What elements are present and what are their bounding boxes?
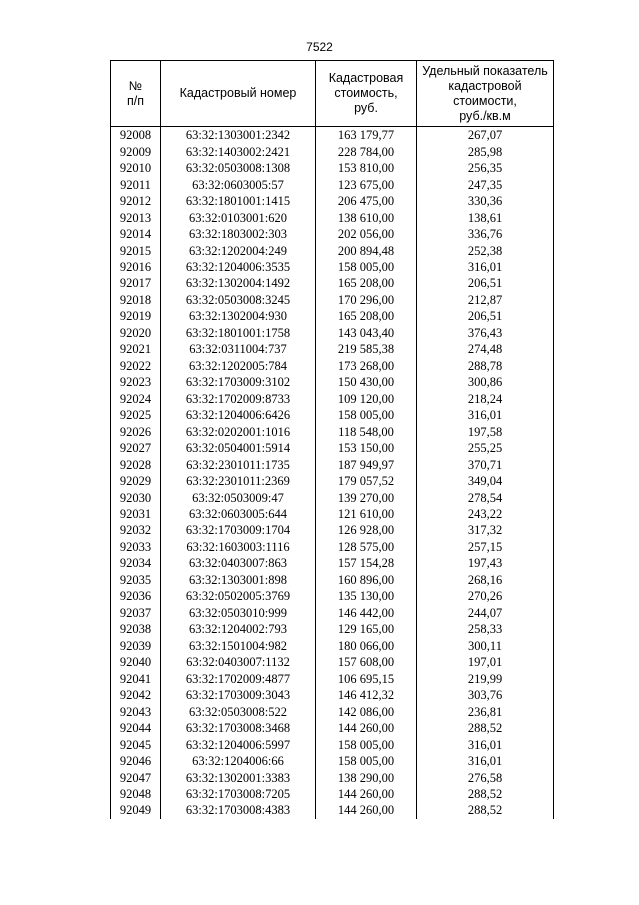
cadastral-value-cell: 118 548,00	[316, 423, 417, 439]
table-row	[111, 670, 554, 686]
table-row	[111, 143, 554, 159]
cadastral-value-cell: 153 810,00	[316, 160, 417, 176]
specific-value-cell: 270,26	[417, 588, 554, 604]
cadastral-number-cell: 63:32:0403007:1132	[161, 654, 316, 670]
cadastral-value-cell: 170 296,00	[316, 292, 417, 308]
row-number-cell: 92048	[111, 786, 161, 802]
table-row	[111, 703, 554, 719]
table-row	[111, 242, 554, 258]
table-row	[111, 769, 554, 785]
cadastral-number-cell: 63:32:1703009:3102	[161, 374, 316, 390]
cadastral-value-cell: 219 585,38	[316, 341, 417, 357]
table-row	[111, 753, 554, 769]
cadastral-number-cell: 63:32:1204006:3535	[161, 259, 316, 275]
table-row	[111, 720, 554, 736]
header-line: руб./кв.м	[459, 108, 511, 123]
row-number-cell: 92038	[111, 621, 161, 637]
row-number-cell: 92049	[111, 802, 161, 818]
specific-value-cell: 317,32	[417, 522, 554, 538]
table-row	[111, 555, 554, 571]
cadastral-value-cell: 179 057,52	[316, 473, 417, 489]
specific-value-cell: 288,78	[417, 358, 554, 374]
row-number-cell: 92043	[111, 703, 161, 719]
cadastral-value-cell: 144 260,00	[316, 802, 417, 818]
cadastral-number-cell: 63:32:0103001:620	[161, 209, 316, 225]
page-number: 7522	[306, 40, 333, 54]
cadastral-value-cell: 142 086,00	[316, 703, 417, 719]
cadastral-number-cell: 63:32:0504001:5914	[161, 440, 316, 456]
header-row-number	[111, 61, 161, 127]
specific-value-cell: 316,01	[417, 407, 554, 423]
cadastral-number-cell: 63:32:1302004:1492	[161, 275, 316, 291]
table-row	[111, 407, 554, 423]
cadastral-value-cell: 129 165,00	[316, 621, 417, 637]
table-row	[111, 802, 554, 818]
cadastral-number-cell: 63:32:1703009:3043	[161, 687, 316, 703]
cadastral-value-cell: 144 260,00	[316, 720, 417, 736]
table-row	[111, 489, 554, 505]
specific-value-cell: 370,71	[417, 456, 554, 472]
cadastral-number-cell: 63:32:0503009:47	[161, 489, 316, 505]
cadastral-value-cell: 202 056,00	[316, 226, 417, 242]
header-line: п/п	[126, 93, 144, 108]
row-number-cell: 92044	[111, 720, 161, 736]
row-number-cell: 92032	[111, 522, 161, 538]
cadastral-number-cell: 63:32:2301011:2369	[161, 473, 316, 489]
table-row	[111, 588, 554, 604]
table-row	[111, 226, 554, 242]
cadastral-value-cell: 135 130,00	[316, 588, 417, 604]
table-row	[111, 522, 554, 538]
cadastral-value-cell: 121 610,00	[316, 506, 417, 522]
row-number-cell: 92027	[111, 440, 161, 456]
specific-value-cell: 258,33	[417, 621, 554, 637]
specific-value-cell: 218,24	[417, 391, 554, 407]
row-number-cell: 92047	[111, 769, 161, 785]
table-row	[111, 259, 554, 275]
row-number-cell: 92022	[111, 358, 161, 374]
row-number-cell: 92013	[111, 209, 161, 225]
cadastral-number-cell: 63:32:1302001:3383	[161, 769, 316, 785]
cadastral-value-cell: 228 784,00	[316, 143, 417, 159]
row-number-cell: 92033	[111, 539, 161, 555]
specific-value-cell: 244,07	[417, 605, 554, 621]
specific-value-cell: 276,58	[417, 769, 554, 785]
cadastral-value-cell: 163 179,77	[316, 127, 417, 144]
cadastral-number-cell: 63:32:1803002:303	[161, 226, 316, 242]
row-number-cell: 92019	[111, 308, 161, 324]
specific-value-cell: 316,01	[417, 259, 554, 275]
table-row	[111, 209, 554, 225]
specific-value-cell: 268,16	[417, 572, 554, 588]
cadastral-value-cell: 123 675,00	[316, 176, 417, 192]
cadastral-value-cell: 146 412,32	[316, 687, 417, 703]
row-number-cell: 92035	[111, 572, 161, 588]
cadastral-value-cell: 157 608,00	[316, 654, 417, 670]
header-line: Удельный показатель	[422, 63, 548, 78]
specific-value-cell: 376,43	[417, 325, 554, 341]
cadastral-value-cell: 128 575,00	[316, 539, 417, 555]
cadastral-number-cell: 63:32:0502005:3769	[161, 588, 316, 604]
cadastral-number-cell: 63:32:0202001:1016	[161, 423, 316, 439]
header-line: стоимости,	[453, 93, 517, 108]
cadastral-number-cell: 63:32:1603003:1116	[161, 539, 316, 555]
row-number-cell: 92016	[111, 259, 161, 275]
specific-value-cell: 303,76	[417, 687, 554, 703]
specific-value-cell: 219,99	[417, 670, 554, 686]
cadastral-number-cell: 63:32:1703008:4383	[161, 802, 316, 818]
cadastral-number-cell: 63:32:1204006:66	[161, 753, 316, 769]
cadastral-value-cell: 165 208,00	[316, 275, 417, 291]
table-row	[111, 638, 554, 654]
table-row	[111, 473, 554, 489]
cadastral-number-cell: 63:32:0503010:999	[161, 605, 316, 621]
cadastral-value-cell: 150 430,00	[316, 374, 417, 390]
table-row	[111, 275, 554, 291]
row-number-cell: 92041	[111, 670, 161, 686]
table-row	[111, 160, 554, 176]
cadastral-value-cell: 153 150,00	[316, 440, 417, 456]
table-row	[111, 456, 554, 472]
header-line: руб.	[354, 101, 378, 115]
cadastral-table	[110, 60, 554, 819]
table-row	[111, 621, 554, 637]
cadastral-number-cell: 63:32:1702009:8733	[161, 391, 316, 407]
cadastral-number-cell: 63:32:1303001:2342	[161, 127, 316, 144]
table-row	[111, 358, 554, 374]
specific-value-cell: 274,48	[417, 341, 554, 357]
table-row	[111, 325, 554, 341]
row-number-cell: 92008	[111, 127, 161, 144]
cadastral-number-cell: 63:32:1703008:7205	[161, 786, 316, 802]
table-row	[111, 374, 554, 390]
cadastral-number-cell: 63:32:0503008:3245	[161, 292, 316, 308]
table-row	[111, 391, 554, 407]
cadastral-value-cell: 160 896,00	[316, 572, 417, 588]
specific-value-cell: 267,07	[417, 127, 554, 144]
table-row	[111, 687, 554, 703]
header-line: №	[128, 78, 143, 93]
specific-value-cell: 316,01	[417, 736, 554, 752]
row-number-cell: 92039	[111, 638, 161, 654]
table-row	[111, 292, 554, 308]
row-number-cell: 92023	[111, 374, 161, 390]
specific-value-cell: 257,15	[417, 539, 554, 555]
cadastral-value-cell: 158 005,00	[316, 407, 417, 423]
cadastral-number-cell: 63:32:0503008:1308	[161, 160, 316, 176]
table-row	[111, 572, 554, 588]
row-number-cell: 92034	[111, 555, 161, 571]
table-header-row	[111, 61, 554, 127]
table-row	[111, 176, 554, 192]
specific-value-cell: 197,43	[417, 555, 554, 571]
cadastral-number-cell: 63:32:1703009:1704	[161, 522, 316, 538]
row-number-cell: 92012	[111, 193, 161, 209]
cadastral-value-cell: 165 208,00	[316, 308, 417, 324]
cadastral-number-cell: 63:32:1204006:6426	[161, 407, 316, 423]
table-row	[111, 605, 554, 621]
specific-value-cell: 288,52	[417, 786, 554, 802]
header-line: Кадастровый номер	[179, 86, 297, 100]
specific-value-cell: 243,22	[417, 506, 554, 522]
row-number-cell: 92036	[111, 588, 161, 604]
cadastral-number-cell: 63:32:1702009:4877	[161, 670, 316, 686]
specific-value-cell: 316,01	[417, 753, 554, 769]
row-number-cell: 92021	[111, 341, 161, 357]
cadastral-value-cell: 158 005,00	[316, 259, 417, 275]
row-number-cell: 92029	[111, 473, 161, 489]
cadastral-number-cell: 63:32:0311004:737	[161, 341, 316, 357]
cadastral-value-cell: 173 268,00	[316, 358, 417, 374]
table-row	[111, 506, 554, 522]
cadastral-number-cell: 63:32:0503008:522	[161, 703, 316, 719]
cadastral-value-cell: 126 928,00	[316, 522, 417, 538]
row-number-cell: 92037	[111, 605, 161, 621]
table-body	[111, 127, 554, 819]
specific-value-cell: 288,52	[417, 720, 554, 736]
row-number-cell: 92024	[111, 391, 161, 407]
row-number-cell: 92046	[111, 753, 161, 769]
table-row	[111, 423, 554, 439]
row-number-cell: 92018	[111, 292, 161, 308]
cadastral-number-cell: 63:32:0403007:863	[161, 555, 316, 571]
cadastral-number-cell: 63:32:1204006:5997	[161, 736, 316, 752]
row-number-cell: 92031	[111, 506, 161, 522]
cadastral-number-cell: 63:32:1403002:2421	[161, 143, 316, 159]
table-row	[111, 539, 554, 555]
header-line: стоимость,	[334, 86, 398, 100]
row-number-cell: 92009	[111, 143, 161, 159]
specific-value-cell: 212,87	[417, 292, 554, 308]
cadastral-number-cell: 63:32:1303001:898	[161, 572, 316, 588]
specific-value-cell: 255,25	[417, 440, 554, 456]
specific-value-cell: 256,35	[417, 160, 554, 176]
row-number-cell: 92025	[111, 407, 161, 423]
row-number-cell: 92020	[111, 325, 161, 341]
cadastral-value-cell: 106 695,15	[316, 670, 417, 686]
cadastral-value-cell: 138 610,00	[316, 209, 417, 225]
cadastral-value-cell: 187 949,97	[316, 456, 417, 472]
header-line: Кадастровая	[328, 71, 404, 85]
header-cadastral-number	[161, 61, 316, 127]
row-number-cell: 92017	[111, 275, 161, 291]
cadastral-value-cell: 109 120,00	[316, 391, 417, 407]
row-number-cell: 92010	[111, 160, 161, 176]
cadastral-value-cell: 158 005,00	[316, 753, 417, 769]
cadastral-number-cell: 63:32:1703008:3468	[161, 720, 316, 736]
cadastral-value-cell: 138 290,00	[316, 769, 417, 785]
cadastral-number-cell: 63:32:1202005:784	[161, 358, 316, 374]
header-cadastral-value	[316, 61, 417, 127]
specific-value-cell: 330,36	[417, 193, 554, 209]
row-number-cell: 92030	[111, 489, 161, 505]
specific-value-cell: 197,01	[417, 654, 554, 670]
cadastral-value-cell: 143 043,40	[316, 325, 417, 341]
cadastral-number-cell: 63:32:0603005:57	[161, 176, 316, 192]
cadastral-number-cell: 63:32:1501004:982	[161, 638, 316, 654]
cadastral-value-cell: 139 270,00	[316, 489, 417, 505]
header-specific-value	[417, 61, 554, 127]
specific-value-cell: 349,04	[417, 473, 554, 489]
specific-value-cell: 236,81	[417, 703, 554, 719]
row-number-cell: 92042	[111, 687, 161, 703]
cadastral-value-cell: 158 005,00	[316, 736, 417, 752]
specific-value-cell: 138,61	[417, 209, 554, 225]
cadastral-value-cell: 180 066,00	[316, 638, 417, 654]
cadastral-number-cell: 63:32:2301011:1735	[161, 456, 316, 472]
row-number-cell: 92028	[111, 456, 161, 472]
cadastral-number-cell: 63:32:1204002:793	[161, 621, 316, 637]
table-row	[111, 440, 554, 456]
cadastral-number-cell: 63:32:1801001:1415	[161, 193, 316, 209]
table-row	[111, 654, 554, 670]
table-row	[111, 193, 554, 209]
cadastral-value-cell: 146 442,00	[316, 605, 417, 621]
specific-value-cell: 278,54	[417, 489, 554, 505]
specific-value-cell: 300,11	[417, 638, 554, 654]
cadastral-value-cell: 144 260,00	[316, 786, 417, 802]
row-number-cell: 92014	[111, 226, 161, 242]
cadastral-value-cell: 157 154,28	[316, 555, 417, 571]
table-row	[111, 127, 554, 144]
row-number-cell: 92011	[111, 176, 161, 192]
cadastral-number-cell: 63:32:1202004:249	[161, 242, 316, 258]
specific-value-cell: 247,35	[417, 176, 554, 192]
table-row	[111, 736, 554, 752]
specific-value-cell: 206,51	[417, 308, 554, 324]
table-row	[111, 308, 554, 324]
cadastral-number-cell: 63:32:1801001:1758	[161, 325, 316, 341]
specific-value-cell: 252,38	[417, 242, 554, 258]
specific-value-cell: 336,76	[417, 226, 554, 242]
row-number-cell: 92026	[111, 423, 161, 439]
header-line: кадастровой	[448, 78, 522, 93]
specific-value-cell: 206,51	[417, 275, 554, 291]
row-number-cell: 92015	[111, 242, 161, 258]
cadastral-number-cell: 63:32:1302004:930	[161, 308, 316, 324]
cadastral-value-cell: 200 894,48	[316, 242, 417, 258]
specific-value-cell: 197,58	[417, 423, 554, 439]
cadastral-value-cell: 206 475,00	[316, 193, 417, 209]
cadastral-number-cell: 63:32:0603005:644	[161, 506, 316, 522]
table-row	[111, 341, 554, 357]
row-number-cell: 92040	[111, 654, 161, 670]
specific-value-cell: 288,52	[417, 802, 554, 818]
table-row	[111, 786, 554, 802]
specific-value-cell: 285,98	[417, 143, 554, 159]
specific-value-cell: 300,86	[417, 374, 554, 390]
row-number-cell: 92045	[111, 736, 161, 752]
